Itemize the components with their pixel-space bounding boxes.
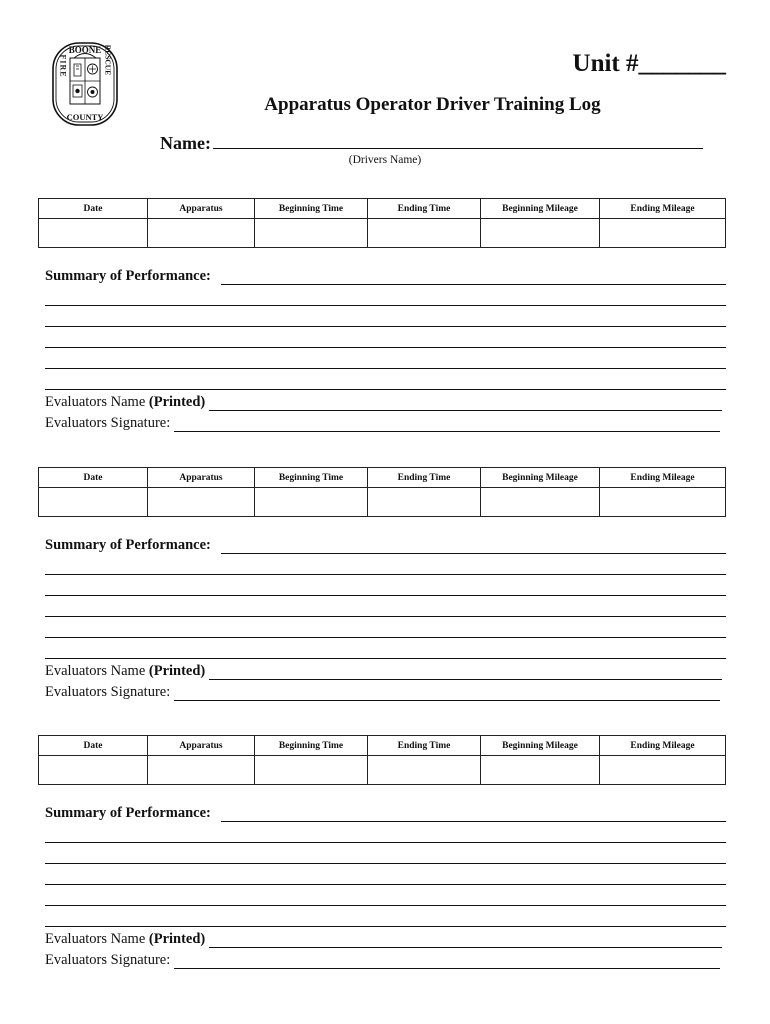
ending-mileage-cell[interactable]	[600, 756, 726, 785]
evaluator-name-label: Evaluators Name (Printed)	[45, 394, 206, 410]
column-header-beginning-time: Beginning Time	[255, 468, 368, 488]
summary-section	[38, 533, 726, 701]
summary-line[interactable]	[45, 625, 726, 638]
column-header-ending-mileage: Ending Mileage	[600, 736, 726, 756]
logo-top-text: BOONE	[68, 45, 102, 55]
driver-name-field[interactable]	[213, 134, 703, 149]
training-log-table	[38, 467, 726, 517]
name-label: Name:	[160, 133, 211, 153]
summary-line[interactable]	[45, 335, 726, 348]
evaluator-signature-label: Evaluators Signature:	[45, 952, 171, 968]
summary-line[interactable]	[221, 541, 726, 554]
evaluator-name-field[interactable]	[209, 935, 722, 948]
date-cell[interactable]	[39, 756, 148, 785]
column-header-date: Date	[39, 199, 148, 219]
training-log-table	[38, 735, 726, 785]
evaluator-name-label: Evaluators Name (Printed)	[45, 931, 206, 947]
summary-label: Summary of Performance:	[45, 537, 211, 553]
ending-time-cell[interactable]	[368, 219, 481, 248]
beginning-time-cell[interactable]	[255, 219, 368, 248]
summary-line[interactable]	[45, 604, 726, 617]
column-header-ending-mileage: Ending Mileage	[600, 468, 726, 488]
logo-left-text: FIRE	[58, 54, 68, 78]
evaluator-signature-field[interactable]	[174, 688, 720, 701]
date-cell[interactable]	[39, 488, 148, 517]
unit-number-field[interactable]: Unit #_______	[572, 50, 726, 77]
training-entry-1	[38, 198, 726, 432]
beginning-mileage-cell[interactable]	[481, 488, 600, 517]
column-header-date: Date	[39, 736, 148, 756]
evaluator-signature-field[interactable]	[174, 419, 720, 432]
beginning-mileage-cell[interactable]	[481, 219, 600, 248]
summary-line[interactable]	[221, 272, 726, 285]
ending-mileage-cell[interactable]	[600, 219, 726, 248]
column-header-ending-mileage: Ending Mileage	[600, 199, 726, 219]
summary-line[interactable]	[45, 872, 726, 885]
summary-section	[38, 801, 726, 969]
column-header-ending-time: Ending Time	[368, 736, 481, 756]
evaluator-signature-label: Evaluators Signature:	[45, 684, 171, 700]
column-header-beginning-mileage: Beginning Mileage	[481, 736, 600, 756]
training-log-table	[38, 198, 726, 248]
training-entry-3	[38, 735, 726, 969]
logo-bottom-text: COUNTY	[66, 112, 104, 122]
beginning-time-cell[interactable]	[255, 488, 368, 517]
column-header-date: Date	[39, 468, 148, 488]
evaluator-signature-label: Evaluators Signature:	[45, 415, 171, 431]
apparatus-cell[interactable]	[148, 756, 255, 785]
column-header-beginning-time: Beginning Time	[255, 199, 368, 219]
evaluator-name-field[interactable]	[209, 667, 722, 680]
column-header-ending-time: Ending Time	[368, 468, 481, 488]
ending-time-cell[interactable]	[368, 756, 481, 785]
evaluator-name-label: Evaluators Name (Printed)	[45, 663, 206, 679]
summary-line[interactable]	[45, 893, 726, 906]
column-header-apparatus: Apparatus	[148, 736, 255, 756]
column-header-beginning-time: Beginning Time	[255, 736, 368, 756]
evaluator-name-field[interactable]	[209, 398, 722, 411]
summary-line[interactable]	[45, 377, 726, 390]
summary-line[interactable]	[45, 851, 726, 864]
column-header-apparatus: Apparatus	[148, 468, 255, 488]
summary-label: Summary of Performance:	[45, 268, 211, 284]
column-header-ending-time: Ending Time	[368, 199, 481, 219]
summary-line[interactable]	[45, 314, 726, 327]
ending-time-cell[interactable]	[368, 488, 481, 517]
driver-name-row	[160, 133, 703, 154]
summary-line[interactable]	[45, 830, 726, 843]
summary-line[interactable]	[45, 646, 726, 659]
page-title: Apparatus Operator Driver Training Log	[264, 94, 601, 115]
apparatus-cell[interactable]	[148, 488, 255, 517]
column-header-beginning-mileage: Beginning Mileage	[481, 199, 600, 219]
beginning-mileage-cell[interactable]	[481, 756, 600, 785]
date-cell[interactable]	[39, 219, 148, 248]
training-entry-2	[38, 467, 726, 701]
evaluator-signature-field[interactable]	[174, 956, 720, 969]
summary-label: Summary of Performance:	[45, 805, 211, 821]
drivers-name-hint: (Drivers Name)	[348, 154, 422, 166]
column-header-apparatus: Apparatus	[148, 199, 255, 219]
summary-line[interactable]	[45, 562, 726, 575]
apparatus-cell[interactable]	[148, 219, 255, 248]
summary-section	[38, 264, 726, 432]
summary-line[interactable]	[45, 914, 726, 927]
summary-line[interactable]	[221, 809, 726, 822]
summary-line[interactable]	[45, 356, 726, 369]
column-header-beginning-mileage: Beginning Mileage	[481, 468, 600, 488]
beginning-time-cell[interactable]	[255, 756, 368, 785]
ending-mileage-cell[interactable]	[600, 488, 726, 517]
summary-line[interactable]	[45, 293, 726, 306]
summary-line[interactable]	[45, 583, 726, 596]
logo-right-text: RESCUE	[103, 44, 113, 76]
